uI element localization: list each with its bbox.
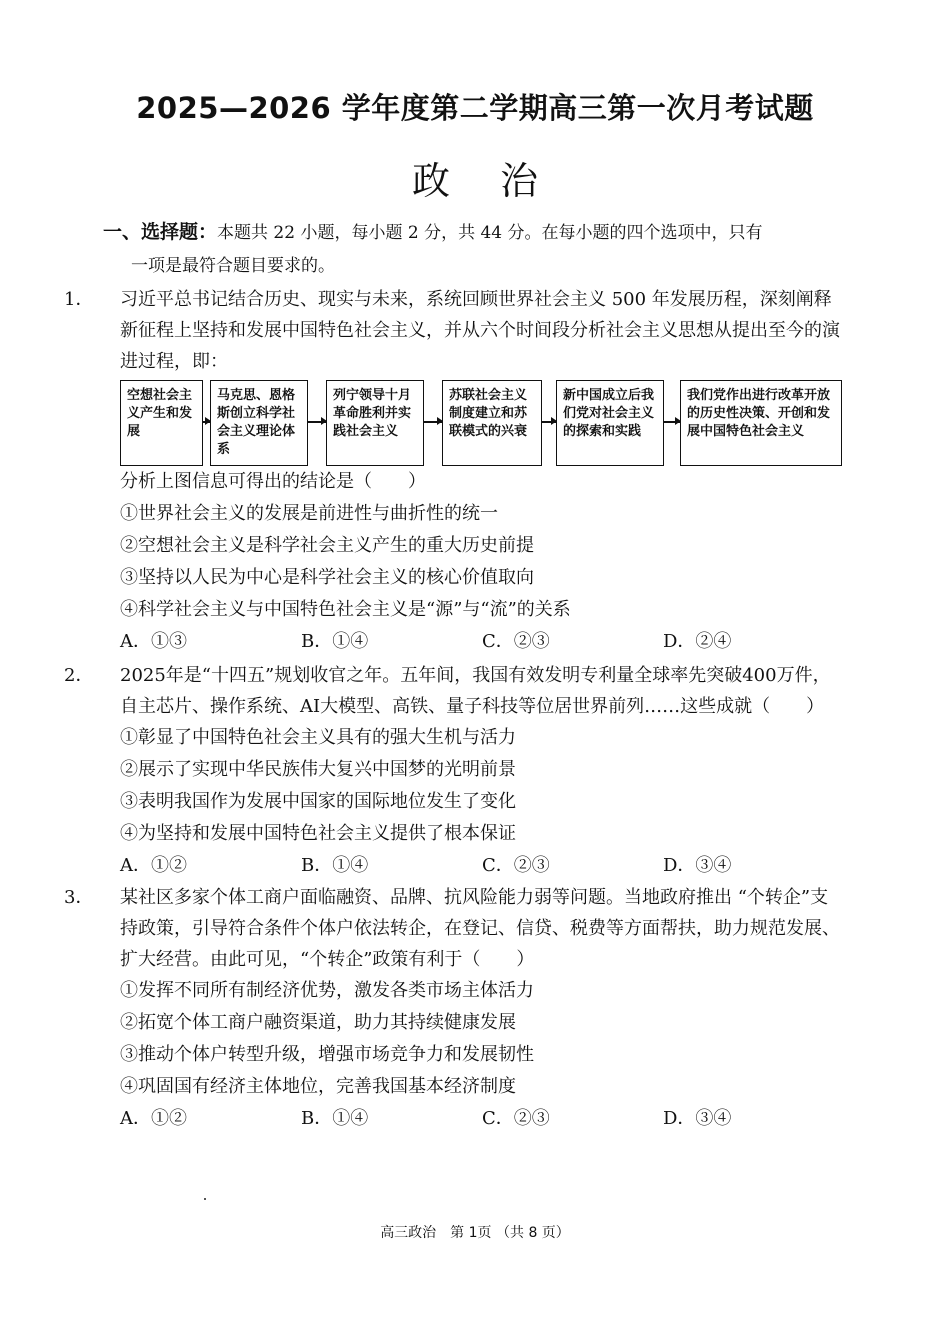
choice-a: A．①② — [120, 855, 187, 876]
choice-d: D．②④ — [663, 631, 732, 652]
option-item: ①发挥不同所有制经济优势，激发各类市场主体活力 — [120, 980, 534, 1001]
flow-arrow — [203, 421, 210, 423]
page-footer: 高三政治 第 1页 （共 8 页） — [380, 1225, 570, 1241]
question-3 — [64, 882, 844, 1135]
section-instructions — [103, 216, 843, 283]
question-1 — [64, 284, 844, 377]
choice-c: C．②③ — [482, 1108, 550, 1129]
flow-box: 列宁领导十月革命胜利并实践社会主义 — [326, 380, 424, 466]
answer-choices — [92, 850, 844, 882]
choice-b: B．①④ — [301, 855, 369, 876]
question-text: 某社区多家个体工商户面临融资、品牌、抗风险能力弱等问题。当地政府推出 “个转企”支持政策，引导符合条件个体户依法转企，在登记、信贷、税费等方面帮扶，助力规范发展、扩大经营。由此可见，“个转企”政策有利于（ ） — [120, 887, 840, 970]
question-number: 2． — [64, 665, 94, 686]
question-number: 1． — [64, 289, 94, 310]
option-item: ①彰显了中国特色社会主义具有的强大生机与活力 — [120, 727, 516, 748]
question-prompt: 分析上图信息可得出的结论是（ ） — [120, 471, 426, 492]
choice-b: B．①④ — [301, 1108, 369, 1129]
flow-box: 苏联社会主义制度建立和苏联模式的兴衰 — [442, 380, 542, 466]
choice-a: A．①③ — [120, 631, 187, 652]
subject-title: 政治 — [411, 159, 588, 203]
question-text: 习近平总书记结合历史、现实与未来，系统回顾世界社会主义 500 年发展历程，深刻阐释新征程上坚持和发展中国特色社会主义，并从六个时间段分析社会主义思想从提出至今的演进过程，即： — [120, 289, 840, 372]
choice-c: C．②③ — [482, 631, 550, 652]
flow-arrow — [424, 421, 442, 423]
question-2 — [64, 660, 844, 882]
option-item: ④为坚持和发展中国特色社会主义提供了根本保证 — [120, 823, 516, 844]
flow-arrow — [308, 421, 326, 423]
answer-choices — [92, 1103, 844, 1135]
question-stem — [64, 660, 844, 722]
section-desc-cont: 一项是最符合题目要求的。 — [131, 256, 335, 276]
flow-arrow — [664, 421, 680, 423]
choice-c: C．②③ — [482, 855, 550, 876]
option-item: ③坚持以人民为中心是科学社会主义的核心价值取向 — [120, 567, 534, 588]
flow-arrow — [542, 421, 556, 423]
choice-b: B．①④ — [301, 631, 369, 652]
option-item: ③推动个体户转型升级，增强市场竞争力和发展韧性 — [120, 1044, 534, 1065]
choice-a: A．①② — [120, 1108, 187, 1129]
option-item: ②拓宽个体工商户融资渠道，助力其持续健康发展 — [120, 1012, 516, 1033]
question-stem — [64, 882, 844, 975]
question-text: 2025年是“十四五”规划收官之年。五年间，我国有效发明专利量全球率先突破400万件，自主芯片、操作系统、AI大模型、高铁、量子科技等位居世界前列……这些成就（ ） — [120, 665, 831, 717]
section-desc: 本题共 22 小题，每小题 2 分，共 44 分。在每小题的四个选项中，只有 — [217, 223, 763, 243]
flow-box: 马克思、恩格斯创立科学社会主义理论体系 — [210, 380, 308, 466]
section-heading: 一、选择题： — [103, 221, 218, 243]
option-item: ②展示了实现中华民族伟大复兴中国梦的光明前景 — [120, 759, 516, 780]
flow-box: 空想社会主义产生和发展 — [120, 380, 203, 466]
option-item: ④科学社会主义与中国特色社会主义是“源”与“流”的关系 — [120, 599, 571, 620]
option-item: ④巩固国有经济主体地位，完善我国基本经济制度 — [120, 1076, 516, 1097]
choice-d: D．③④ — [663, 855, 732, 876]
question-1-body — [92, 466, 844, 658]
question-number: 3． — [64, 887, 94, 908]
flow-box: 新中国成立后我们党对社会主义的探索和实践 — [556, 380, 664, 466]
answer-choices — [92, 626, 844, 658]
page-mark — [204, 1198, 206, 1200]
choice-d: D．③④ — [663, 1108, 732, 1129]
question-stem — [64, 284, 844, 377]
option-item: ②空想社会主义是科学社会主义产生的重大历史前提 — [120, 535, 534, 556]
flow-diagram — [120, 380, 842, 466]
exam-title: 2025—2026 学年度第二学期高三第一次月考试题 — [136, 91, 814, 125]
option-item: ③表明我国作为发展中国家的国际地位发生了变化 — [120, 791, 516, 812]
flow-box: 我们党作出进行改革开放的历史性决策、开创和发展中国特色社会主义 — [680, 380, 842, 466]
option-item: ①世界社会主义的发展是前进性与曲折性的统一 — [120, 503, 498, 524]
